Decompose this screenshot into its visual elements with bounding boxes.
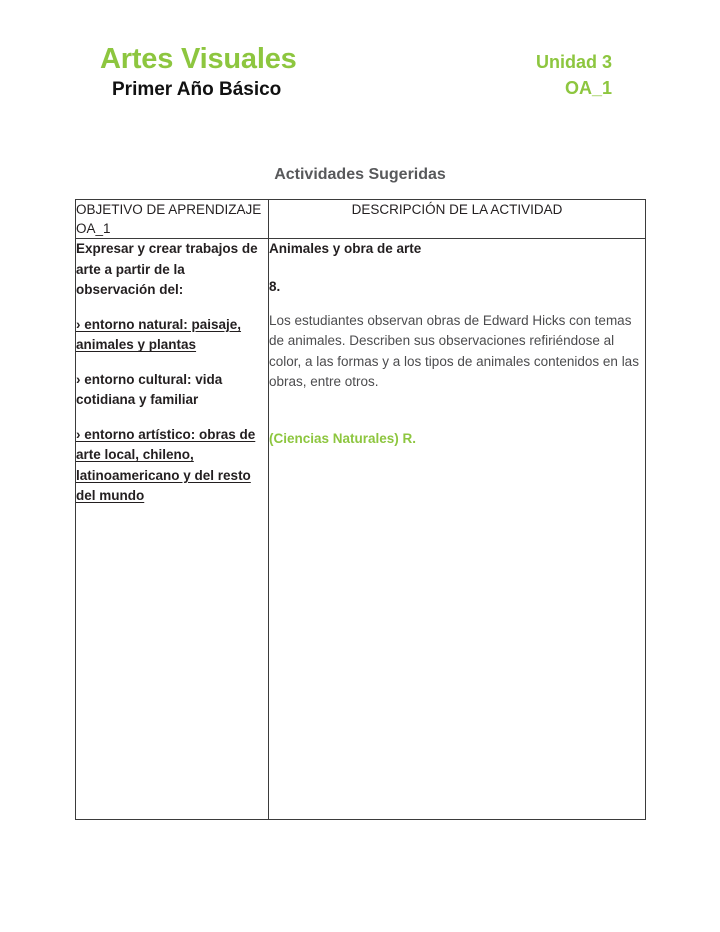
activity-subject-tag: (Ciencias Naturales) R. bbox=[269, 430, 417, 446]
table-header-row bbox=[76, 200, 646, 239]
page-title: Artes Visuales bbox=[100, 43, 297, 75]
objective-cell bbox=[76, 239, 269, 820]
objective-item-natural: › entorno natural: paisaje, animales y plantas bbox=[76, 316, 242, 353]
description-cell bbox=[269, 239, 646, 820]
page-subtitle: Primer Año Básico bbox=[112, 79, 282, 101]
header-right-group bbox=[536, 44, 612, 101]
table-row bbox=[76, 239, 646, 820]
oa-code-label: OA_1 bbox=[564, 78, 612, 99]
document-header bbox=[100, 44, 612, 102]
objective-item-cultural: › entorno cultural: vida cotidiana y familiar bbox=[76, 371, 223, 408]
objective-lead-text: Expresar y crear trabajos de arte a partir de la observación del: bbox=[76, 241, 258, 298]
table-header-description: DESCRIPCIÓN DE LA ACTIVIDAD bbox=[269, 200, 646, 239]
section-heading: Actividades Sugeridas bbox=[274, 166, 446, 183]
activities-table bbox=[75, 199, 646, 820]
activity-title: Animales y obra de arte bbox=[269, 241, 422, 257]
unit-label: Unidad 3 bbox=[535, 52, 612, 72]
activity-body-text: Los estudiantes observan obras de Edward Hicks con temas de animales. Describen sus observaciones refiriéndose al color, a las formas y a los tipos de animales contenidos en las obras, entre otros. bbox=[269, 312, 639, 390]
table-header-objective: OBJETIVO DE APRENDIZAJE OA_1 bbox=[76, 200, 269, 239]
objective-item-artistico: › entorno artístico: obras de arte local, chileno, latinoamericano y del resto del mundo bbox=[76, 426, 256, 504]
activity-number: 8. bbox=[269, 278, 281, 294]
header-left-group bbox=[100, 44, 297, 102]
